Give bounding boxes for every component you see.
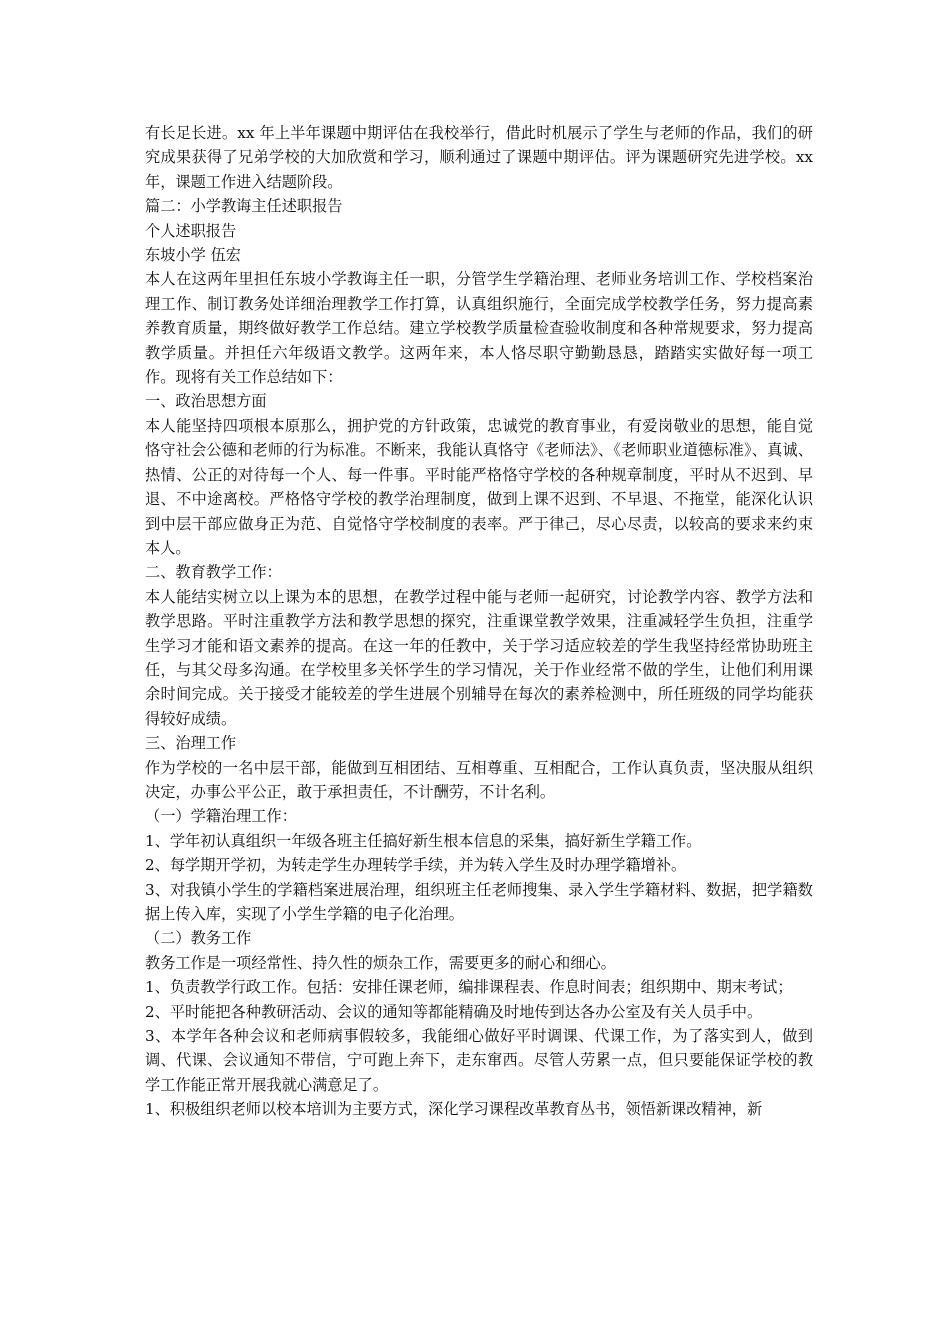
records-item-1: 1、学年初认真组织一年级各班主任搞好新生根本信息的采集，搞好新生学籍工作。 — [145, 831, 702, 850]
heading-politics: 一、政治思想方面 — [145, 392, 267, 411]
paragraph-1: 有长足长进。xx 年上半年课题中期评估在我校举行，借此时机展示了学生与老师的作品，我们的研究成果获得了兄弟学校的大加欣赏和学习，顺利通过了课题中期评估。评为课题研究先进学校。xx 年，课题工作进入结题阶段。 — [145, 124, 813, 191]
section-heading-2: 篇二：小学教诲主任述职报告 — [145, 197, 343, 216]
subheading-records: （一）学籍治理工作： — [145, 807, 297, 826]
teaching-paragraph: 本人能结实树立以上课为本的思想，在教学过程中能与老师一起研究，讨论教学内容、教学方法和教学思路。平时注重教学方法和教学思想的探究，注重课堂教学效果，注重减轻学生负担，注重学生学习才能和语文素养的提高。在这一年的任教中，关于学习适应较差的学生我坚持经常协助班主任，与其父母多沟通。在学校里多关怀学生的学习情况，关于作业经常不做的学生，让他们利用课余时间完成。关于接受才能较差的学生进展个别辅导在每次的素养检测中，所任班级的同学均能获得较好成绩。 — [145, 587, 813, 728]
records-item-3: 3、对我镇小学生的学籍档案进展治理，组织班主任老师搜集、录入学生学籍材料、数据，把学籍数据上传入库，实现了小学生学籍的电子化治理。 — [145, 880, 813, 923]
training-item-1: 1、积极组织老师以校本培训为主要方式，深化学习课程改革教育丛书，领悟新课改精神，新 — [145, 1100, 763, 1119]
affairs-item-1: 1、负责教学行政工作。包括：安排任课老师，编排课程表、作息时间表；组织期中、期末考试； — [145, 978, 793, 997]
document-page — [145, 121, 813, 1122]
academic-affairs-intro: 教务工作是一项经常性、持久性的烦杂工作，需要更多的耐心和细心。 — [145, 953, 616, 972]
heading-teaching: 二、教育教学工作： — [145, 563, 282, 582]
subheading-academic-affairs: （二）教务工作 — [145, 929, 252, 948]
author-line: 东坡小学 伍宏 — [145, 246, 241, 265]
records-item-2: 2、每学期开学初，为转走学生办理转学手续，并为转入学生及时办理学籍增补。 — [145, 856, 687, 875]
heading-management: 三、治理工作 — [145, 734, 237, 753]
intro-paragraph: 本人在这两年里担任东坡小学教诲主任一职，分管学生学籍治理、老师业务培训工作、学校档案治理工作、制订教务处详细治理教学工作打算，认真组织施行，全面完成学校教学任务，努力提高素养教育质量，期终做好教学工作总结。建立学校教学质量检查验收制度和各种常规要求，努力提高教学质量。并担任六年级语文教学。这两年来，本人恪尽职守勤勤恳恳，踏踏实实做好每一项工作。现将有关工作总结如下： — [145, 270, 813, 387]
report-title: 个人述职报告 — [145, 221, 237, 240]
affairs-item-3: 3、本学年各种会议和老师病事假较多，我能细心做好平时调课、代课工作，为了落实到人，做到调、代课、会议通知不带信，宁可跑上奔下，走东窜西。尽管人劳累一点，但只要能保证学校的教学工作能正常开展我就心满意足了。 — [145, 1027, 813, 1094]
politics-paragraph: 本人能坚持四项根本原那么，拥护党的方针政策，忠诚党的教育事业，有爱岗敬业的思想，能自觉恪守社会公德和老师的行为标准。不断来，我能认真恪守《老师法》、《老师职业道德标准》、真诚、热情、公正的对待每一个人、每一件事。平时能严格恪守学校的各种规章制度，平时从不迟到、早退、不中途离校。严格恪守学校的教学治理制度，做到上课不迟到、不早退、不拖堂，能深化认识到中层干部应做身正为范、自觉恪守学校制度的表率。严于律己，尽心尽责，以较高的要求来约束本人。 — [145, 416, 813, 557]
affairs-item-2: 2、平时能把各种教研活动、会议的通知等都能精确及时地传到达各办公室及有关人员手中。 — [145, 1002, 763, 1021]
management-paragraph: 作为学校的一名中层干部，能做到互相团结、互相尊重、互相配合，工作认真负责，坚决服从组织决定，办事公平公正，敢于承担责任，不计酬劳，不计名利。 — [145, 758, 813, 801]
